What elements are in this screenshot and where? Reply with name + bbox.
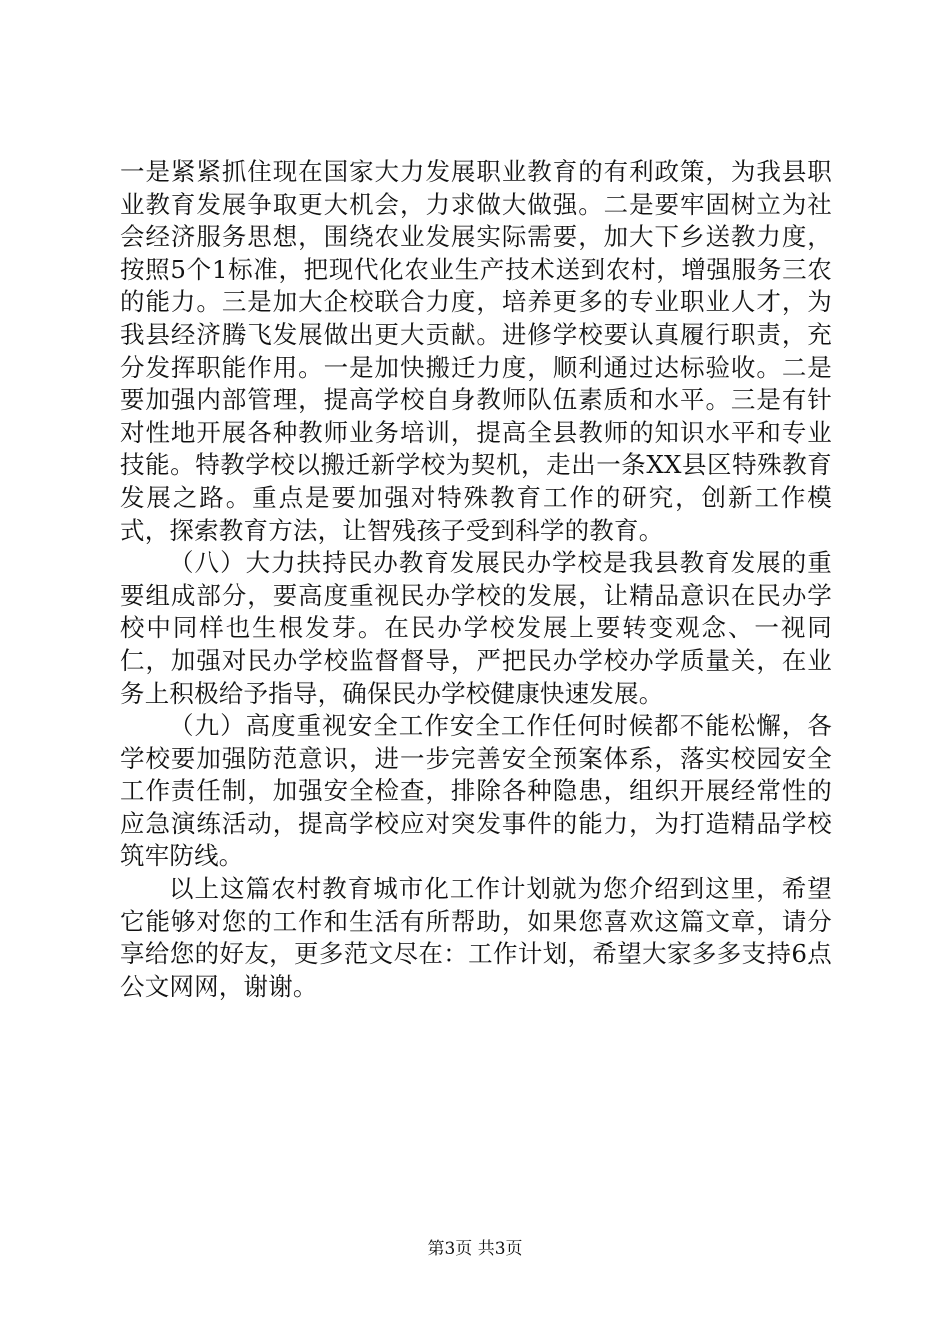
page-number-footer: 第3页 共3页 xyxy=(427,1239,523,1259)
paragraph-closing: 以上这篇农村教育城市化工作计划就为您介绍到这里，希望它能够对您的工作和生活有所帮助，如果您喜欢这篇文章，请分享给您的好友，更多范文尽在：工作计划，希望大家多多支持6点公文网网，谢谢。 xyxy=(120,874,832,1001)
document-body xyxy=(120,156,832,1003)
paragraph-safety-work: （九）高度重视安全工作安全工作任何时候都不能松懈，各学校要加强防范意识，进一步完善安全预案体系，落实校园安全工作责任制，加强安全检查，排除各种隐患，组织开展经常性的应急演练活动，提高学校应对突发事件的能力，为打造精品学校筑牢防线。 xyxy=(120,711,832,871)
paragraph-vocational-education: 一是紧紧抓住现在国家大力发展职业教育的有利政策，为我县职业教育发展争取更大机会，力求做大做强。二是要牢固树立为社会经济服务思想，围绕农业发展实际需要，加大下乡送教力度，按照5个1标准，把现代化农业生产技术送到农村，增强服务三农的能力。三是加大企校联合力度，培养更多的专业职业人才，为我县经济腾飞发展做出更大贡献。进修学校要认真履行职责，充分发挥职能作用。一是加快搬迁力度，顺利通过达标验收。二是要加强内部管理，提高学校自身教师队伍素质和水平。三是有针对性地开展各种教师业务培训，提高全县教师的知识水平和专业技能。特教学校以搬迁新学校为契机，走出一条XX县区特殊教育发展之路。重点是要加强对特殊教育工作的研究，创新工作模式，探索教育方法，让智残孩子受到科学的教育。 xyxy=(120,157,832,545)
paragraph-private-education: （八）大力扶持民办教育发展民办学校是我县教育发展的重要组成部分，要高度重视民办学校的发展，让精品意识在民办学校中同样也生根发芽。在民办学校发展上要转变观念、一视同仁，加强对民办学校监督督导，严把民办学校办学质量关，在业务上积极给予指导，确保民办学校健康快速发展。 xyxy=(120,548,832,708)
